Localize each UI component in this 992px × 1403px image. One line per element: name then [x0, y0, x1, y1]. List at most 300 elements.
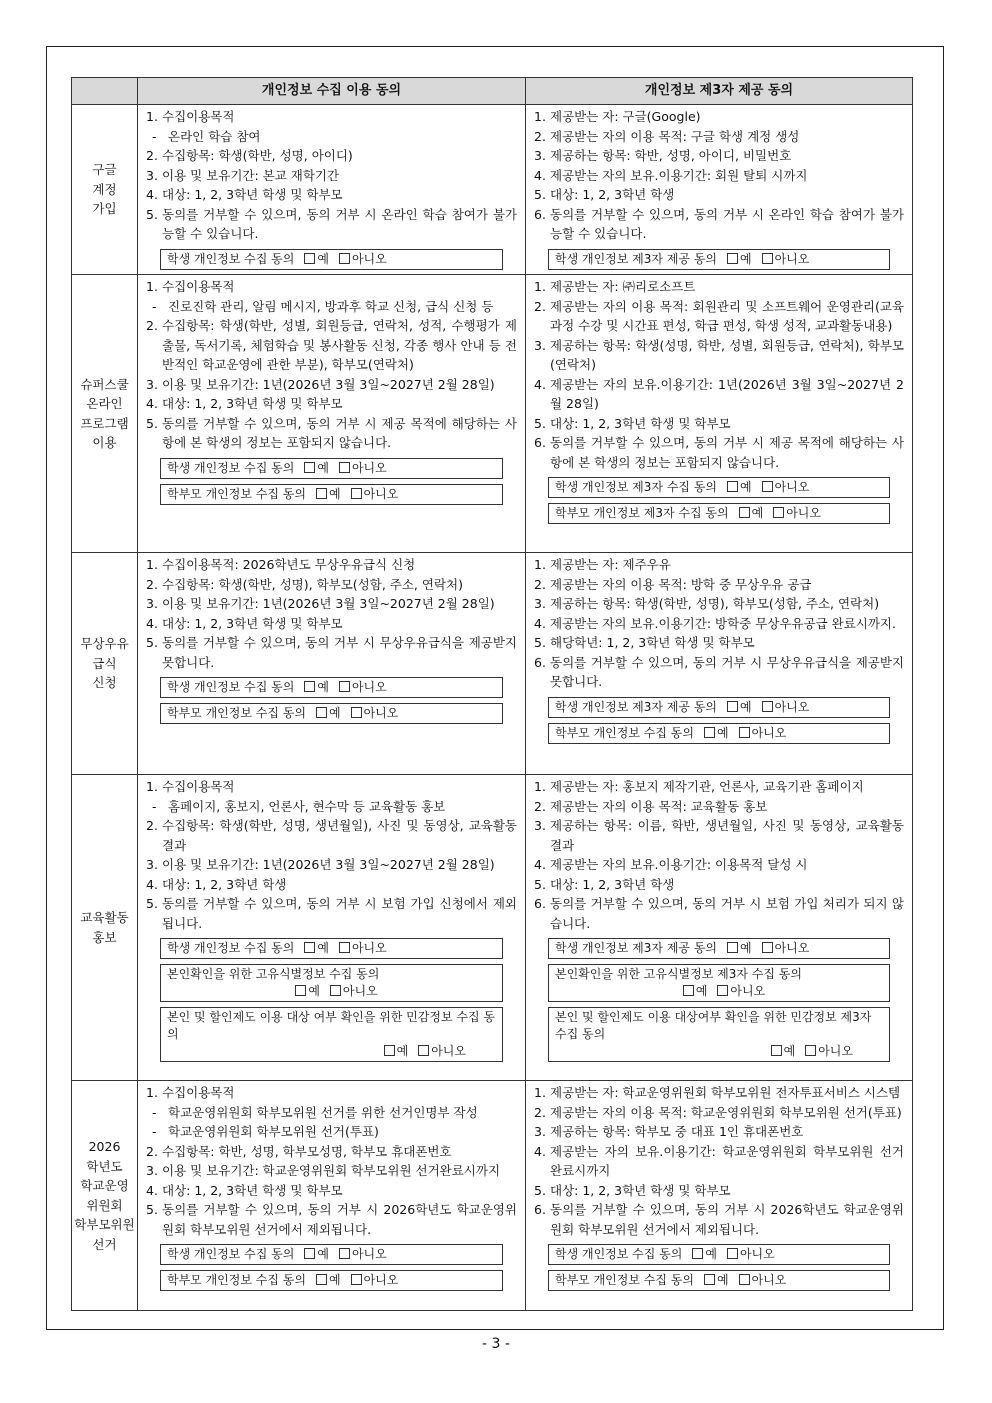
list-item: [146, 1181, 517, 1201]
table-row: [72, 105, 913, 275]
page-number: - 3 -: [482, 1336, 510, 1352]
item-number: 4.: [534, 1143, 546, 1159]
list-item: [534, 653, 904, 692]
item-text: 제공하는 항목: 학부모 중 대표 1인 휴대폰번호: [550, 1124, 804, 1139]
yes-label: 예: [328, 706, 341, 720]
item-number: 2.: [534, 798, 546, 814]
item-number: 3.: [534, 1124, 546, 1139]
yes-label: 예: [695, 984, 708, 998]
consent-box: [160, 1244, 503, 1265]
list-item: [146, 414, 517, 453]
list-item: [146, 555, 517, 575]
yes-checkbox[interactable]: [727, 253, 738, 264]
yes-checkbox[interactable]: [304, 462, 315, 473]
item-text: 제공받는 자의 보유.이용기간: 회원 탈퇴 시까지: [550, 167, 808, 183]
consent-box: [548, 1007, 890, 1062]
list-item: [534, 633, 904, 653]
collection-content: [138, 275, 525, 509]
item-number: 4.: [534, 857, 546, 872]
item-number: 1.: [146, 279, 158, 294]
yes-checkbox[interactable]: [304, 1248, 315, 1259]
item-number: -: [152, 798, 157, 814]
item-text: 제공받는 자의 이용 목적: 방학 중 무상우유 공급: [550, 576, 812, 592]
item-number: 5.: [534, 1182, 546, 1198]
item-list: [534, 277, 904, 472]
yes-checkbox[interactable]: [304, 681, 315, 692]
consent-label: 학생 개인정보 제3자 수집 동의: [555, 480, 717, 494]
item-number: 6.: [534, 206, 546, 222]
yes-checkbox[interactable]: [727, 942, 738, 953]
no-label: 아니오: [342, 984, 378, 998]
yes-checkbox[interactable]: [304, 253, 315, 264]
item-list: [146, 1083, 517, 1239]
list-item: [534, 166, 904, 186]
no-checkbox[interactable]: [351, 707, 362, 718]
no-checkbox[interactable]: [762, 942, 773, 953]
yes-checkbox[interactable]: [683, 985, 694, 996]
item-text: 수집항목: 학생(학반, 성명, 아이디): [162, 148, 353, 163]
consent-box: [548, 249, 890, 270]
corner-cell: [72, 78, 138, 105]
item-text: 동의를 거부할 수 있으며, 동의 거부 시 2026학년도 학교운영위원회 학부모위원 선거에서 제외됩니다.: [162, 1202, 517, 1237]
list-item: [146, 1161, 517, 1181]
no-label: 아니오: [774, 699, 810, 714]
list-item: [534, 185, 904, 205]
item-number: 6.: [534, 435, 546, 450]
item-text: 동의를 거부할 수 있으며, 동의 거부 시 보험 가입 신청에서 제외됩니다.: [162, 896, 517, 931]
table-row: [72, 775, 913, 1081]
list-item: [146, 614, 517, 634]
consent-label: 학생 개인정보 수집 동의: [167, 460, 295, 475]
collection-cell: [138, 1081, 526, 1311]
item-text: 제공받는 자의 이용 목적: 회원관리 및 소프트웨어 운영관리(교육과정 수강 및 시간표 편성, 학급 편성, 학생 성적, 교과활동내용): [550, 298, 904, 333]
third-party-content: [526, 1081, 912, 1295]
item-text: 대상: 1, 2, 3학년 학생 및 학부모: [162, 1182, 343, 1198]
collection-cell: [138, 553, 526, 775]
item-number: 5.: [534, 415, 546, 431]
no-checkbox[interactable]: [418, 1045, 429, 1056]
header-third-party-consent: 개인정보 제3자 제공 동의: [526, 78, 913, 105]
item-list: [534, 555, 904, 692]
no-checkbox[interactable]: [351, 488, 362, 499]
list-item: [146, 394, 517, 414]
no-label: 아니오: [351, 251, 387, 266]
yes-checkbox[interactable]: [771, 1045, 782, 1056]
item-text: 수집이용목적: [162, 779, 235, 794]
item-text: 이용 및 보유기간: 본교 재학기간: [162, 167, 340, 183]
list-item: [146, 875, 517, 895]
consent-box: [548, 1270, 890, 1291]
table-header-row: [72, 78, 913, 105]
consent-box: [160, 703, 503, 724]
yes-label: 예: [740, 251, 752, 266]
item-number: 1.: [146, 779, 158, 794]
list-item: [146, 205, 517, 244]
item-text: 대상: 1, 2, 3학년 학생 및 학부모: [550, 415, 731, 431]
third-party-cell: [526, 105, 913, 275]
list-item: [146, 185, 517, 205]
item-text: 홈페이지, 홍보지, 언론사, 현수막 등 교육활동 홍보: [168, 798, 446, 814]
consent-options: [167, 1043, 496, 1060]
list-item: [146, 1083, 517, 1103]
item-number: 5.: [146, 1202, 158, 1217]
list-item: [146, 1122, 517, 1142]
list-item: [146, 107, 517, 127]
item-text: 동의를 거부할 수 있으며, 동의 거부 시 온라인 학습 참여가 불가능할 수 있습니다.: [550, 206, 904, 241]
collection-cell: [138, 775, 526, 1081]
no-checkbox[interactable]: [762, 253, 773, 264]
item-text: 동의를 거부할 수 있으며, 동의 거부 시 보험 가입 처리가 되지 않습니다.: [550, 896, 904, 931]
yes-label: 예: [328, 486, 341, 501]
item-text: 제공받는 자: ㈜리로소프트: [550, 279, 696, 294]
consent-label: 학부모 개인정보 제3자 수집 동의: [555, 506, 729, 520]
no-checkbox[interactable]: [351, 1274, 362, 1285]
item-text: 대상: 1, 2, 3학년 학생 및 학부모: [550, 1182, 731, 1198]
yes-label: 예: [317, 460, 329, 475]
list-item: [146, 594, 517, 614]
item-number: 3.: [146, 1163, 158, 1178]
list-item: [146, 146, 517, 166]
item-number: 1.: [146, 109, 158, 124]
yes-checkbox[interactable]: [316, 1274, 327, 1285]
item-number: 6.: [534, 896, 546, 911]
item-number: -: [152, 1104, 157, 1120]
item-number: 2.: [146, 1143, 158, 1159]
item-text: 수집이용목적: [162, 279, 235, 294]
item-text: 대상: 1, 2, 3학년 학생 및 학부모: [162, 396, 343, 411]
item-list: [534, 1083, 904, 1239]
row-title: 무상우유 급식 신청: [72, 553, 138, 775]
item-text: 제공받는 자의 보유.이용기간: 학교운영위원회 학부모위원 선거완료시까지: [550, 1143, 904, 1178]
list-item: [146, 277, 517, 297]
item-text: 학교운영위원회 학부모위원 선거를 위한 선거인명부 작성: [168, 1104, 478, 1120]
list-item: [534, 375, 904, 414]
no-label: 아니오: [351, 460, 387, 475]
item-text: 동의를 거부할 수 있으며, 동의 거부 시 온라인 학습 참여가 불가능할 수 있습니다.: [162, 206, 517, 241]
item-number: 5.: [534, 635, 546, 650]
item-text: 제공받는 자: 제주우유: [550, 557, 671, 572]
yes-checkbox[interactable]: [304, 942, 315, 953]
no-label: 아니오: [730, 984, 766, 998]
no-checkbox[interactable]: [739, 1274, 750, 1285]
consent-table: [71, 77, 913, 1311]
list-item: [146, 1103, 517, 1123]
consent-label: 학생 개인정보 수집 동의: [167, 680, 295, 694]
list-item: [146, 316, 517, 375]
collection-content: [138, 775, 525, 1066]
list-item: [534, 594, 904, 614]
list-item: [146, 297, 517, 317]
item-number: 3.: [534, 148, 546, 163]
consent-box: [548, 964, 890, 1002]
no-checkbox[interactable]: [805, 1045, 816, 1056]
no-label: 아니오: [431, 1044, 466, 1058]
item-number: 2.: [534, 576, 546, 592]
third-party-cell: [526, 1081, 913, 1311]
item-text: 수집이용목적: 2026학년도 무상우유급식 신청: [162, 557, 416, 572]
item-text: 이용 및 보유기간: 학교운영위원회 학부모위원 선거완료시까지: [162, 1163, 501, 1178]
item-number: 2.: [146, 818, 158, 833]
yes-checkbox[interactable]: [692, 1248, 703, 1259]
collection-content: [138, 105, 525, 274]
item-number: 3.: [534, 337, 546, 353]
item-text: 진로진학 관리, 알림 메시지, 방과후 학교 신청, 급식 신청 등: [168, 298, 494, 314]
yes-label: 예: [317, 1247, 329, 1261]
consent-box: [548, 697, 890, 718]
list-item: [534, 414, 904, 434]
consent-options: [167, 983, 496, 1000]
item-text: 대상: 1, 2, 3학년 학생: [162, 876, 287, 892]
item-number: 4.: [146, 187, 158, 202]
list-item: [146, 375, 517, 395]
item-text: 제공하는 항목: 이름, 학반, 생년월일, 사진 및 동영상, 교육활동 결과: [550, 818, 904, 853]
item-list: [146, 107, 517, 244]
item-text: 제공받는 자의 보유.이용기간: 방학중 무상우유공급 완료시까지.: [550, 615, 896, 631]
row-title: 구글 계정 가입: [72, 105, 138, 275]
item-text: 제공하는 항목: 학생(성명, 학반, 성별, 회원등급, 연락처), 학부모(연락처): [550, 337, 904, 372]
list-item: [534, 894, 904, 933]
no-label: 아니오: [351, 680, 387, 694]
consent-box: [548, 503, 890, 524]
yes-label: 예: [716, 1273, 729, 1287]
consent-label: 학부모 개인정보 수집 동의: [555, 1273, 694, 1287]
consent-box: [548, 938, 890, 959]
consent-label: 본인 및 할인제도 이용 대상여부 확인을 위한 민감정보 제3자 수집 동의: [555, 1010, 872, 1041]
no-checkbox[interactable]: [762, 481, 773, 492]
list-item: [534, 1142, 904, 1181]
no-label: 아니오: [751, 1273, 787, 1287]
item-number: 5.: [146, 635, 158, 650]
consent-label: 학생 개인정보 제3자 제공 동의: [555, 699, 717, 714]
yes-checkbox[interactable]: [739, 507, 750, 518]
item-number: 5.: [146, 206, 158, 222]
consent-label: 본인 및 할인제도 이용 대상 여부 확인을 위한 민감정보 수집 동의: [167, 1010, 495, 1041]
table-row: [72, 1081, 913, 1311]
item-number: 2.: [534, 298, 546, 314]
item-text: 제공받는 자의 보유.이용기간: 이용목적 달성 시: [550, 857, 808, 872]
no-checkbox[interactable]: [773, 507, 784, 518]
item-list: [534, 777, 904, 933]
third-party-cell: [526, 553, 913, 775]
consent-box: [548, 723, 890, 744]
consent-label: 학생 개인정보 제3자 제공 동의: [555, 251, 717, 266]
item-list: [534, 107, 904, 244]
no-checkbox[interactable]: [717, 985, 728, 996]
item-text: 수집항목: 학반, 성명, 학부모성명, 학부모 휴대폰번호: [162, 1143, 452, 1159]
yes-checkbox[interactable]: [704, 1274, 715, 1285]
item-number: 1.: [534, 557, 546, 572]
no-label: 아니오: [751, 725, 787, 740]
item-number: 2.: [534, 1104, 546, 1120]
collection-content: [138, 553, 525, 728]
yes-label: 예: [317, 680, 329, 694]
yes-checkbox[interactable]: [727, 481, 738, 492]
consent-box: [160, 964, 503, 1002]
consent-options: [555, 983, 883, 1000]
yes-checkbox[interactable]: [316, 707, 327, 718]
no-checkbox[interactable]: [727, 1248, 738, 1259]
item-text: 대상: 1, 2, 3학년 학생 및 학부모: [162, 615, 343, 631]
list-item: [534, 433, 904, 472]
yes-label: 예: [751, 506, 764, 520]
item-text: 제공받는 자: 학교운영위원회 학부모위원 전자투표서비스 시스템: [550, 1085, 901, 1100]
row-title: 교육활동 홍보: [72, 775, 138, 1081]
item-text: 동의를 거부할 수 있으며, 동의 거부 시 무상우유급식을 제공받지 못합니다.: [162, 635, 517, 670]
list-item: [534, 1103, 904, 1123]
consent-label: 학부모 개인정보 수집 동의: [167, 486, 306, 501]
list-item: [534, 555, 904, 575]
consent-box: [160, 677, 503, 698]
yes-label: 예: [740, 480, 752, 494]
item-number: 6.: [534, 1202, 546, 1217]
item-text: 대상: 1, 2, 3학년 학생: [550, 187, 675, 202]
item-text: 해당학년: 1, 2, 3학년 학생 및 학부모: [550, 635, 755, 650]
consent-box: [160, 1007, 503, 1062]
item-text: 동의를 거부할 수 있으며, 동의 거부 시 제공 목적에 해당하는 사항에 본 학생의 정보는 포함되지 않습니다.: [162, 415, 517, 450]
no-label: 아니오: [363, 706, 399, 720]
item-number: 5.: [146, 415, 158, 431]
list-item: [146, 1200, 517, 1239]
list-item: [534, 1083, 904, 1103]
item-list: [146, 277, 517, 453]
table-row: [72, 553, 913, 775]
consent-label: 학생 개인정보 수집 동의: [555, 1247, 683, 1261]
item-text: 제공받는 자: 구글(Google): [550, 109, 701, 124]
yes-label: 예: [328, 1273, 341, 1287]
yes-checkbox[interactable]: [316, 488, 327, 499]
list-item: [146, 166, 517, 186]
item-number: 4.: [534, 167, 546, 183]
table-row: [72, 275, 913, 553]
list-item: [534, 1200, 904, 1239]
no-label: 아니오: [739, 1247, 775, 1261]
list-item: [534, 146, 904, 166]
no-checkbox[interactable]: [339, 942, 350, 953]
item-text: 대상: 1, 2, 3학년 학생 및 학부모: [162, 187, 343, 202]
item-number: -: [152, 128, 157, 144]
consent-label: 학부모 개인정보 수집 동의: [167, 1273, 306, 1287]
no-checkbox[interactable]: [339, 1248, 350, 1259]
item-number: 1.: [534, 109, 546, 124]
item-list: [146, 777, 517, 933]
no-checkbox[interactable]: [339, 462, 350, 473]
item-number: 4.: [534, 615, 546, 631]
item-number: 5.: [534, 876, 546, 892]
consent-label: 학생 개인정보 수집 동의: [167, 251, 295, 266]
no-label: 아니오: [363, 1273, 399, 1287]
item-number: 5.: [534, 187, 546, 202]
item-text: 수집항목: 학생(학반, 성별, 회원등급, 연락처, 성적, 수행평가 제출물, 독서기록, 체험학습 및 봉사활동 신청, 각종 행사 안내 등 전반적인 학교운영에 관한 부분), 학부모(연락처): [162, 318, 517, 372]
third-party-cell: [526, 775, 913, 1081]
consent-box: [160, 249, 503, 270]
no-label: 아니오: [774, 251, 810, 266]
consent-box: [160, 484, 503, 505]
item-text: 제공받는 자의 보유.이용기간: 1년(2026년 3월 3일~2027년 2월 28일): [550, 376, 904, 411]
item-text: 제공받는 자의 이용 목적: 구글 학생 계정 생성: [550, 128, 800, 144]
no-checkbox[interactable]: [739, 727, 750, 738]
yes-label: 예: [740, 941, 752, 955]
yes-label: 예: [308, 984, 320, 998]
list-item: [534, 127, 904, 147]
row-title: 슈퍼스쿨 온라인 프로그램 이용: [72, 275, 138, 553]
list-item: [534, 614, 904, 634]
item-number: 2.: [146, 576, 158, 592]
item-text: 온라인 학습 참여: [168, 128, 261, 144]
no-label: 아니오: [818, 1044, 853, 1058]
yes-checkbox[interactable]: [384, 1045, 395, 1056]
no-checkbox[interactable]: [762, 701, 773, 712]
third-party-content: [526, 105, 912, 274]
item-text: 수집이용목적: [162, 109, 235, 124]
item-number: -: [152, 298, 157, 314]
row-title: 2026 학년도 학교운영 위원회 학부모위원 선거: [72, 1081, 138, 1311]
list-item: [146, 894, 517, 933]
list-item: [146, 855, 517, 875]
no-label: 아니오: [774, 480, 810, 494]
no-label: 아니오: [363, 486, 399, 501]
item-number: 1.: [534, 779, 546, 794]
item-text: 동의를 거부할 수 있으며, 동의 거부 시 2026학년도 학교운영위원회 학부모위원 선거에서 제외됩니다.: [550, 1202, 904, 1237]
item-number: 4.: [146, 876, 158, 892]
yes-label: 예: [317, 251, 329, 266]
list-item: [534, 855, 904, 875]
item-number: 3.: [146, 167, 158, 183]
list-item: [534, 107, 904, 127]
item-text: 제공받는 자의 이용 목적: 학교운영위원회 학부모위원 선거(투표): [550, 1104, 902, 1120]
list-item: [534, 816, 904, 855]
yes-label: 예: [396, 1044, 409, 1058]
third-party-content: [526, 275, 912, 528]
list-item: [534, 777, 904, 797]
list-item: [146, 797, 517, 817]
item-text: 수집이용목적: [162, 1085, 235, 1100]
consent-label: 학부모 개인정보 수집 동의: [555, 725, 694, 740]
item-number: -: [152, 1124, 157, 1139]
no-checkbox[interactable]: [339, 681, 350, 692]
header-collection-consent: 개인정보 수집 이용 동의: [138, 78, 526, 105]
yes-checkbox[interactable]: [704, 727, 715, 738]
item-text: 수집항목: 학생(학반, 성명), 학부모(성함, 주소, 연락처): [162, 576, 463, 592]
item-text: 제공하는 항목: 학생(학반, 성명), 학부모(성함, 주소, 연락처): [550, 596, 880, 611]
consent-box: [160, 1270, 503, 1291]
item-text: 제공받는 자의 이용 목적: 교육활동 홍보: [550, 798, 768, 814]
yes-checkbox[interactable]: [295, 985, 306, 996]
item-number: 3.: [534, 596, 546, 611]
item-text: 이용 및 보유기간: 1년(2026년 3월 3일~2027년 2월 28일): [162, 376, 495, 392]
list-item: [146, 127, 517, 147]
collection-content: [138, 1081, 525, 1295]
no-checkbox[interactable]: [339, 253, 350, 264]
item-text: 대상: 1, 2, 3학년 학생: [550, 876, 675, 892]
yes-checkbox[interactable]: [727, 701, 738, 712]
third-party-content: [526, 553, 912, 748]
item-number: 5.: [146, 896, 158, 911]
item-number: 4.: [534, 376, 546, 392]
item-number: 1.: [146, 1085, 158, 1100]
consent-box: [548, 1244, 890, 1265]
yes-label: 예: [317, 941, 329, 955]
item-number: 1.: [534, 279, 546, 294]
no-checkbox[interactable]: [330, 985, 341, 996]
no-label: 아니오: [774, 941, 810, 955]
yes-label: 예: [740, 699, 752, 714]
third-party-cell: [526, 275, 913, 553]
item-number: 4.: [146, 1182, 158, 1198]
item-number: 2.: [146, 318, 158, 333]
list-item: [146, 777, 517, 797]
consent-label: 본인확인을 위한 고유식별정보 수집 동의: [167, 967, 380, 981]
item-text: 동의를 거부할 수 있으며, 동의 거부 시 무상우유급식을 제공받지 못합니다.: [550, 654, 904, 689]
